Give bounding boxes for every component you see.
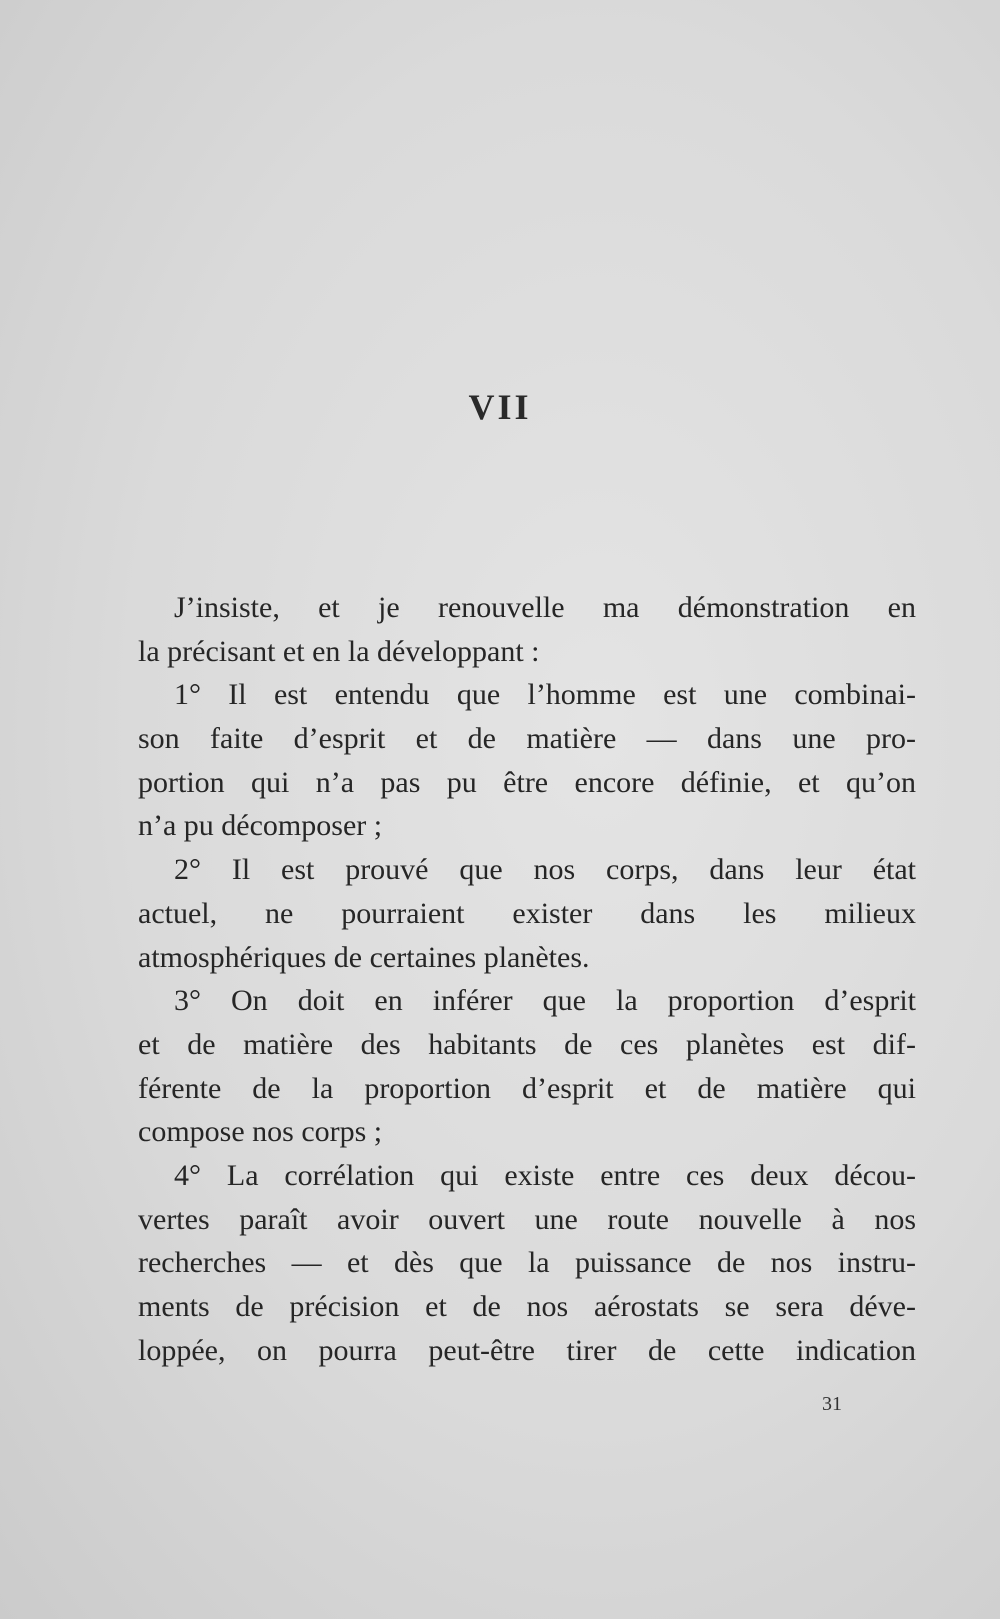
text-line: vertes paraît avoir ouvert une route nouvelle à nos (138, 1202, 916, 1236)
body-text (138, 586, 916, 1372)
text-line: atmosphériques de certaines planètes. (138, 940, 590, 974)
text-line: compose nos corps ; (138, 1115, 383, 1149)
text-line: recherches — et dès que la puissance de nos instru- (138, 1246, 916, 1280)
text-line: 4° La corrélation qui existe entre ces deux décou- (174, 1158, 916, 1192)
text-line: et de matière des habitants de ces planètes est dif- (138, 1027, 916, 1061)
text-line: actuel, ne pourraient exister dans les milieux (138, 896, 916, 930)
text-line: ments de précision et de nos aérostats se sera déve- (138, 1290, 916, 1323)
text-line: férente de la proportion d’esprit et de matière qui (138, 1071, 916, 1105)
text-line: la précisant et en la développant : (138, 634, 540, 668)
text-line: son faite d’esprit et de matière — dans une pro- (138, 722, 916, 756)
page-number: 31 (822, 1393, 842, 1415)
text-line: n’a pu décomposer ; (138, 809, 383, 843)
text-line: 2° Il est prouvé que nos corps, dans leur état (174, 853, 916, 887)
chapter-title: VII (468, 387, 532, 427)
text-line: portion qui n’a pas pu être encore définie, et qu’on (138, 765, 916, 799)
text-line: loppée, on pourra peut-être tirer de cette indication (138, 1333, 916, 1367)
text-line: 1° Il est entendu que l’homme est une combinai- (174, 678, 916, 712)
text-line: J’insiste, et je renouvelle ma démonstration en (174, 591, 916, 624)
text-line: 3° On doit en inférer que la proportion d’esprit (174, 984, 916, 1018)
